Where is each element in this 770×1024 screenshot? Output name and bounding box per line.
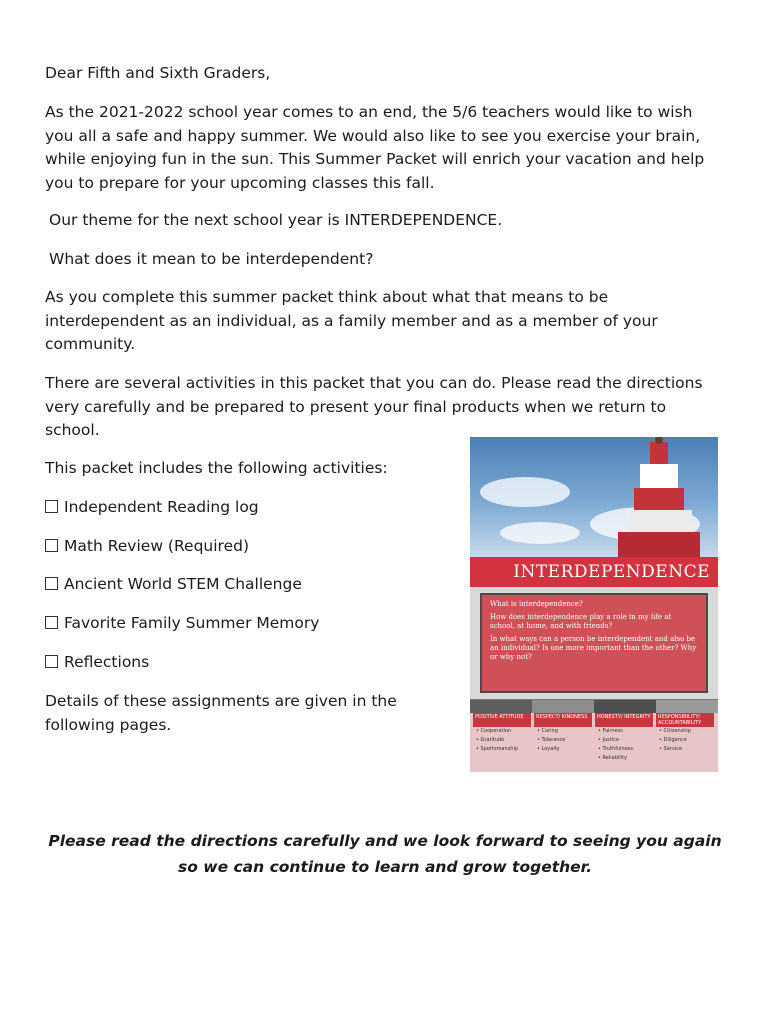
faces-photo-strip: [470, 700, 718, 714]
checkbox-icon: [45, 539, 58, 552]
interdependence-paragraph: As you complete this summer packet think about what that means to be interdependent as an individual, as a family member and as a member of your community.: [45, 288, 658, 353]
checkbox-icon: [45, 616, 58, 629]
checkbox-icon: [45, 577, 58, 590]
values-column-header: HONESTY/ INTEGRITY: [595, 713, 653, 727]
theme-statement: Our theme for the next school year is INTERDEPENDENCE.: [49, 211, 503, 229]
poster-title: INTERDEPENDENCE: [513, 562, 710, 582]
poster-photo-strip: [470, 699, 718, 713]
poster-sky-photo: [470, 437, 718, 557]
poster-question-box: [480, 593, 708, 693]
poster-values-grid: [470, 713, 718, 772]
activity-item: Ancient World STEM Challenge: [45, 573, 435, 597]
values-column: HONESTY/ INTEGRITY • Fairness • Justice • Truthfulness • Reliability: [595, 713, 653, 772]
interdependence-poster: [470, 437, 718, 772]
activity-item: Reflections: [45, 651, 435, 675]
activity-item: Math Review (Required): [45, 535, 435, 559]
values-column: RESPECT/ KINDNESS • Caring • Tolerance • Loyalty: [534, 713, 592, 772]
poster-question: In what ways can a person be interdependent and also be an individual? Is one more important than the other? Why or why not?: [490, 635, 697, 661]
checkbox-icon: [45, 500, 58, 513]
values-column: POSITIVE ATTITUDE • Cooperation • Gratitude • Sportsmanship: [473, 713, 531, 772]
intro-paragraph: As the 2021-2022 school year comes to an end, the 5/6 teachers would like to wish you all a safe and happy summer. We would also like to see you exercise your brain, while enjoying fun in the sun. This Summer Packet will enrich your vacation and help you to prepare for your upcoming classes this fall.: [45, 103, 705, 192]
values-column-header: POSITIVE ATTITUDE: [473, 713, 531, 727]
directions-paragraph: There are several activities in this packet that you can do. Please read the directions very carefully and be prepared to present your final products when we return to school.: [45, 374, 703, 439]
poster-question: How does interdependence play a role in my life at school, at home, and with friends?: [490, 613, 672, 630]
values-column-header: RESPONSIBILITY/ ACCOUNTABILITY: [656, 713, 714, 727]
includes-heading: This packet includes the following activities:: [45, 459, 388, 477]
activity-item: Independent Reading log: [45, 496, 435, 520]
activity-item: Favorite Family Summer Memory: [45, 612, 435, 636]
greeting: Dear Fifth and Sixth Graders,: [45, 64, 271, 82]
values-column: RESPONSIBILITY/ ACCOUNTABILITY • Citizenship • Diligence • Service: [656, 713, 714, 772]
checkbox-icon: [45, 655, 58, 668]
details-paragraph: Details of these assignments are given in the following pages.: [45, 692, 397, 734]
human-tower-illustration: [470, 437, 718, 557]
theme-question: What does it mean to be interdependent?: [49, 250, 374, 268]
poster-question: What is interdependence?: [490, 600, 583, 608]
values-column-header: RESPECT/ KINDNESS: [534, 713, 592, 727]
poster-title-band: [470, 557, 718, 587]
closing-message: Please read the directions carefully and we look forward to seeing you again so we can continue to learn and grow together.: [48, 832, 722, 876]
